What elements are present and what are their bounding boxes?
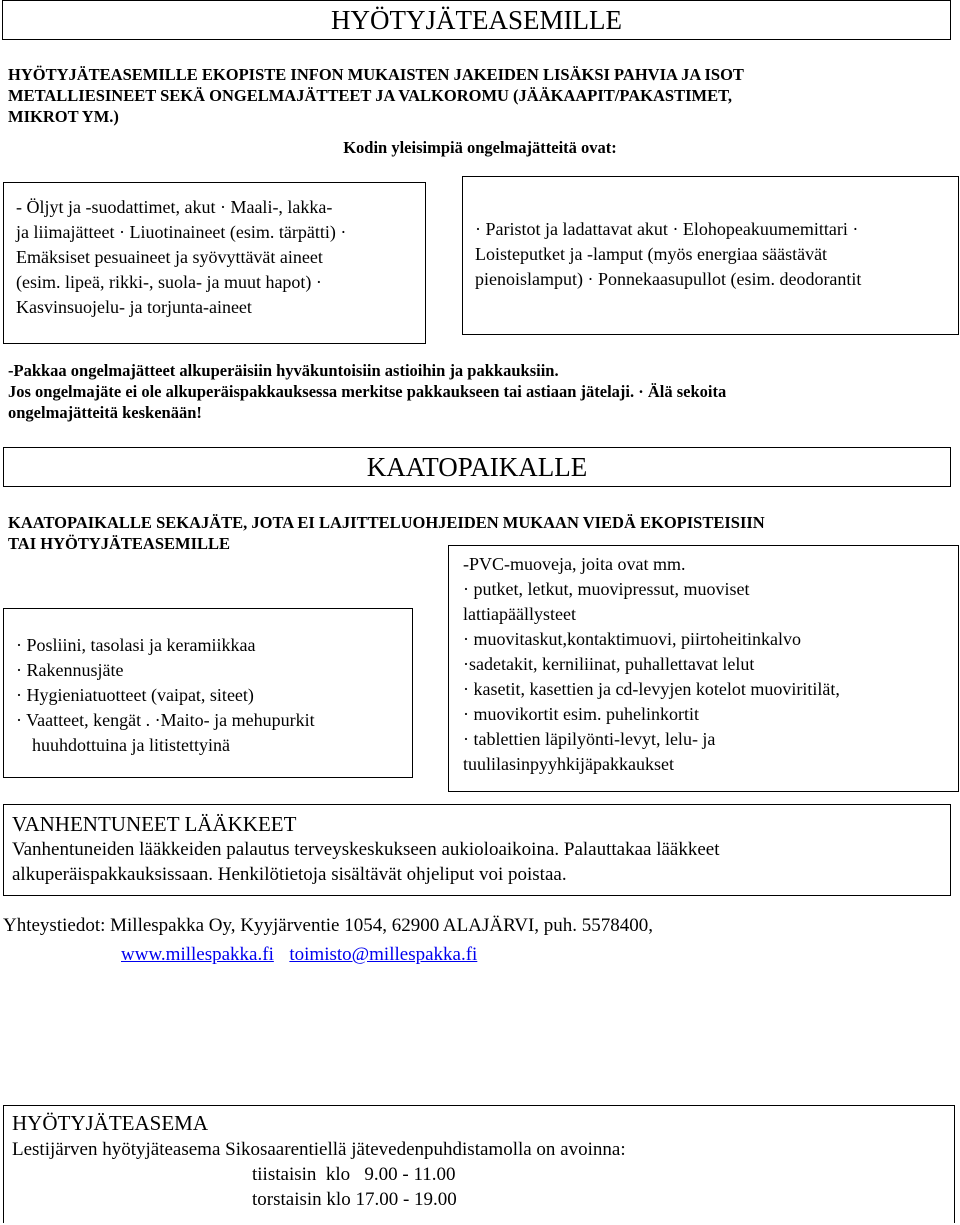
station-title: HYÖTYJÄTEASEMA — [12, 1111, 208, 1135]
list-item: huuhdottuina ja litistettyinä — [32, 735, 230, 755]
list-item: ·sadetakit, kerniliinat, puhallettavat lelut — [463, 654, 755, 674]
list-item: · Hygieniatuotteet (vaipat, siteet) — [16, 685, 254, 705]
section-title-box-kaatopaikalle — [3, 447, 951, 487]
list-item: · kasetit, kasettien ja cd-levyjen kotelot muoviritilät, — [463, 679, 840, 699]
station-hours-box — [3, 1105, 955, 1223]
list-item: · Rakennusjäte — [16, 660, 124, 680]
hazardous-waste-box-right — [462, 176, 959, 335]
section-title: HYÖTYJÄTEASEMILLE — [331, 5, 622, 35]
list-item: · muovitaskut,kontaktimuovi, piirtoheitinkalvo — [463, 629, 801, 649]
hazardous-waste-box-left — [3, 182, 426, 344]
intro-line: MIKROT YM.) — [8, 107, 119, 126]
landfill-box-left — [3, 608, 413, 778]
list-item: Kasvinsuojelu- ja torjunta-aineet — [16, 297, 252, 317]
medicine-line: alkuperäispakkauksissaan. Henkilötietoja sisältävät ohjeliput voi poistaa. — [12, 864, 567, 885]
website-link[interactable]: www.millespakka.fi — [121, 944, 274, 965]
opening-hours-thursday: torstaisin klo 17.00 - 19.00 — [252, 1189, 457, 1210]
medicine-title: VANHENTUNEET LÄÄKKEET — [12, 812, 297, 836]
list-item: - Öljyt ja -suodattimet, akut · Maali-, lakka- — [16, 197, 333, 217]
list-item: · muovikortit esim. puhelinkortit — [463, 704, 699, 724]
list-item: · Posliini, tasolasi ja keramiikkaa — [16, 635, 256, 655]
notice-line: -Pakkaa ongelmajätteet alkuperäisiin hyväkuntoisiin astioihin ja pakkauksiin. — [8, 361, 559, 380]
section-title: KAATOPAIKALLE — [366, 452, 588, 482]
notice-line: ongelmajätteitä keskenään! — [8, 403, 202, 422]
medicine-line: Vanhentuneiden lääkkeiden palautus terveyskeskukseen aukioloaikoina. Palauttakaa lääkkeet — [12, 839, 720, 860]
section-title-box-hyotyjateasemille — [2, 0, 951, 40]
list-item: tuulilasinpyyhkijäpakkaukset — [463, 754, 674, 774]
list-item: · putket, letkut, muovipressut, muoviset — [463, 579, 750, 599]
intro-line: TAI HYÖTYJÄTEASEMILLE — [8, 534, 231, 553]
intro-line: METALLIESINEET SEKÄ ONGELMAJÄTTEET JA VALKOROMU (JÄÄKAAPIT/PAKASTIMET, — [8, 86, 732, 105]
list-item: Emäksiset pesuaineet ja syövyttävät aineet — [16, 247, 323, 267]
intro-line: KAATOPAIKALLE SEKAJÄTE, JOTA EI LAJITTELUOHJEIDEN MUKAAN VIEDÄ EKOPISTEISIIN — [8, 513, 765, 532]
list-item: · Paristot ja ladattavat akut · Elohopeakuumemittari · — [475, 219, 859, 239]
list-item: pienoislamput) · Ponnekaasupullot (esim. deodorantit — [475, 269, 862, 289]
station-line: Lestijärven hyötyjäteasema Sikosaarentiellä jätevedenpuhdistamolla on avoinna: — [12, 1139, 626, 1160]
packing-notice — [8, 361, 953, 422]
list-item: (esim. lipeä, rikki-, suola- ja muut hapot) · — [16, 272, 322, 292]
subheading: Kodin yleisimpiä ongelmajätteitä ovat: — [343, 138, 617, 157]
list-item: · Vaatteet, kengät . ·Maito- ja mehupurkit — [16, 710, 315, 730]
list-item: · tablettien läpilyönti-levyt, lelu- ja — [463, 729, 716, 749]
list-item: Loisteputket ja -lamput (myös energiaa säästävät — [475, 244, 828, 264]
list-item: -PVC-muoveja, joita ovat mm. — [463, 554, 686, 574]
list-item: ja liimajätteet · Liuotinaineet (esim. tärpätti) · — [16, 222, 347, 242]
pvc-plastics-box — [448, 545, 959, 792]
intro-line: HYÖTYJÄTEASEMILLE EKOPISTE INFON MUKAISTEN JAKEIDEN LISÄKSI PAHVIA JA ISOT — [8, 65, 744, 84]
opening-hours-tuesday: tiistaisin klo 9.00 - 11.00 — [252, 1164, 456, 1185]
expired-medicine-box — [3, 804, 951, 896]
intro-text — [8, 65, 953, 126]
notice-line: Jos ongelmajäte ei ole alkuperäispakkauksessa merkitse pakkaukseen tai astiaan jätelaji. · Älä sekoita — [8, 382, 727, 401]
list-item: lattiapäällysteet — [463, 604, 576, 624]
email-link[interactable]: toimisto@millespakka.fi — [289, 944, 478, 965]
contact-line: Yhteystiedot: Millespakka Oy, Kyyjärventie 1054, 62900 ALAJÄRVI, puh. 5578400, — [3, 915, 654, 936]
contact-info — [3, 913, 953, 967]
